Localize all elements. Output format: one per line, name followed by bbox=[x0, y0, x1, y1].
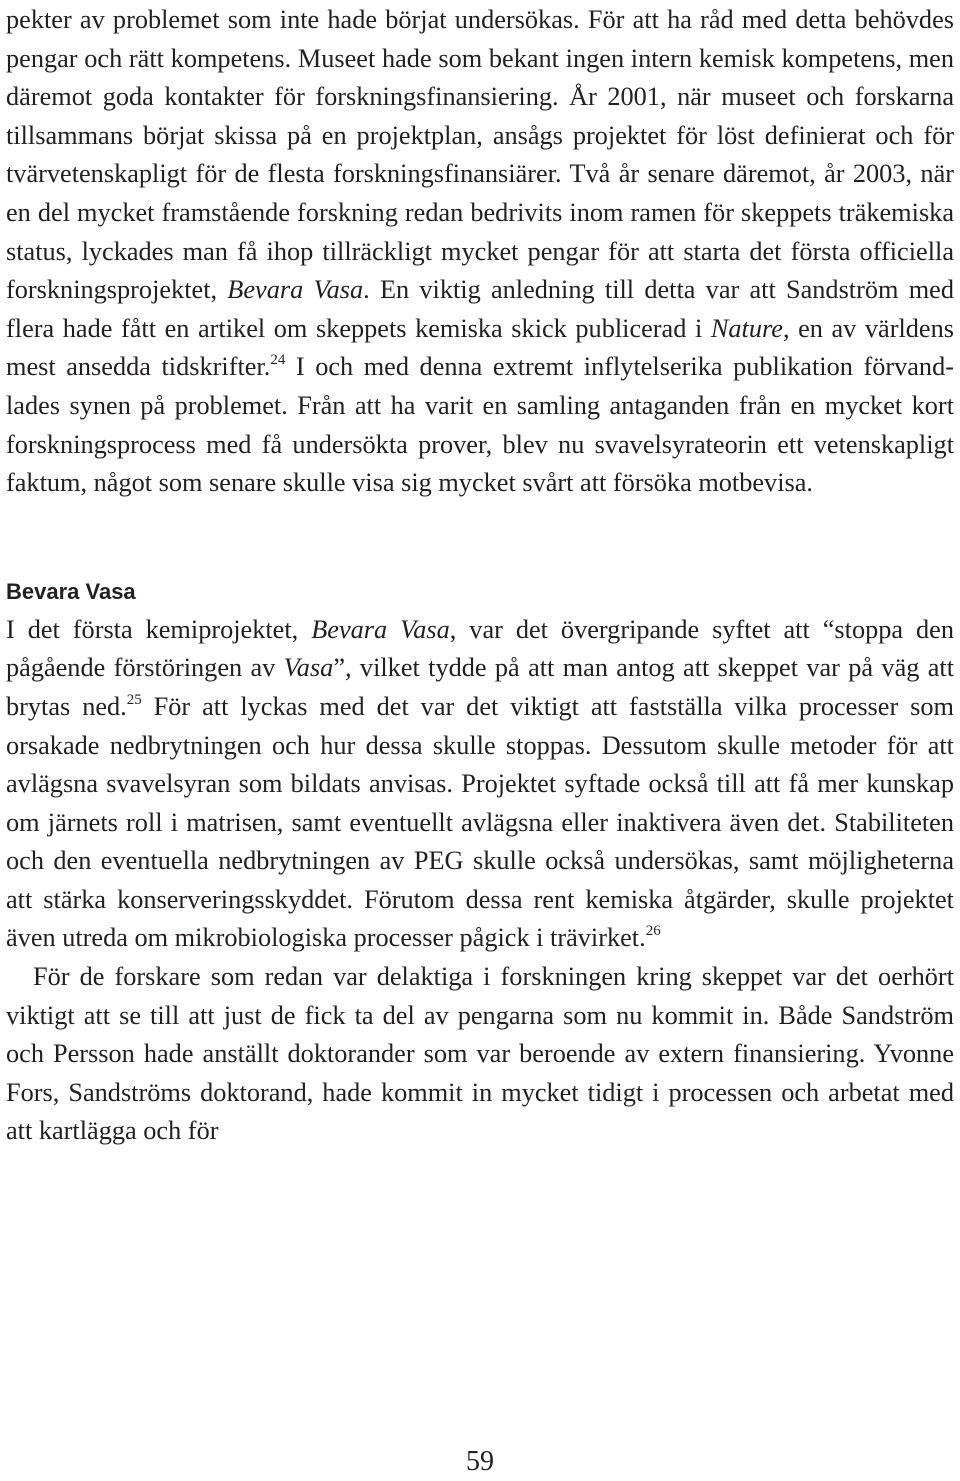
body-paragraph bbox=[6, 611, 954, 958]
paragraph-text: , en av världens mest ansedda tidskrifter. bbox=[6, 313, 954, 382]
italic-title: Nature bbox=[710, 313, 783, 343]
section-heading: Bevara Vasa bbox=[6, 578, 136, 604]
page-body bbox=[6, 0, 954, 1151]
paragraph-text: , var det övergripande syftet att “stoppa den pågående förstöringen av bbox=[6, 614, 954, 683]
italic-title: Bevara Vasa bbox=[311, 614, 450, 644]
footnote-reference: 26 bbox=[645, 923, 661, 940]
body-paragraph bbox=[6, 958, 954, 1151]
footnote-reference: 24 bbox=[270, 352, 286, 369]
page-number: 59 bbox=[466, 1446, 494, 1477]
paragraph-text: För att lyckas med det var det viktigt att fastställa vilka processer som orsakade nedbrytningen och hur dessa skulle stoppas. Dessutom skulle metoder för att avlägsna svavelsyran som bildats anvisas. Projektet syftade också till att få mer kunskap om järnets roll i matrisen, samt eventuellt avlägsna eller inaktivera även det. Stabiliteten och den eventuella nedbrytningen av PEG skulle också undersökas, samt möjligheterna att stärka konserveringsskyddet. Förutom dessa rent kemiska åtgärder, skulle projektet även utreda om mikrobiologiska processer pågick i trävirket. bbox=[6, 691, 954, 953]
body-paragraph bbox=[6, 1, 954, 503]
italic-title: Bevara Vasa bbox=[227, 275, 364, 305]
paragraph-text: ”, vilket tydde på att man antog att skeppet var på väg att brytas ned. bbox=[6, 653, 955, 721]
footnote-reference: 25 bbox=[126, 691, 142, 708]
paragraph-text: I det första kemiprojektet, bbox=[6, 614, 312, 644]
paragraph-text: I och med denna extremt inflytelserika publikation förvandlades synen på problemet. Från att ha varit en samling antaganden från en mycket kort forskningsprocess med få undersökta prover, blev nu svavelsyrateorin ett vetenskapligt faktum, något som senare skulle visa sig mycket svårt att försöka motbevisa. bbox=[6, 352, 954, 498]
paragraph-text: pekter av problemet som inte hade börjat undersökas. För att ha råd med detta behövdes pengar och rätt kompetens. Museet hade som bekant ingen intern kemisk kompetens, men däremot goda kontakter för forskningsfinansiering. År 2001, när museet och forskarna tillsammans börjat skissa på en projektplan, ansågs projektet för löst definierat och för tvärvetenskapligt för de flesta forskningsfinansiärer. Två år senare däremot, år 2003, när en del mycket framstående forskning redan bedrivits inom ramen för skeppets träkemiska status, lyckades man få ihop tillräckligt mycket pengar för att starta det första officiella forskningsprojektet, bbox=[6, 5, 954, 305]
paragraph-text: . En viktig anledning till detta var att Sandström med flera hade fått en artikel om skeppets kemiska skick publicerad i bbox=[6, 275, 954, 343]
paragraph-text: För de forskare som redan var delaktiga i forskningen kring skeppet var det oerhört viktigt att se till att just de fick ta del av pengarna som nu kommit in. Både Sandström och Persson hade anställt doktorander som var beroende av extern finansiering. Yvonne Fors, Sandströms doktorand, hade kommit in mycket tidigt i processen och arbetat med att kartlägga och för bbox=[6, 962, 954, 1146]
italic-title: Vasa bbox=[283, 653, 334, 683]
